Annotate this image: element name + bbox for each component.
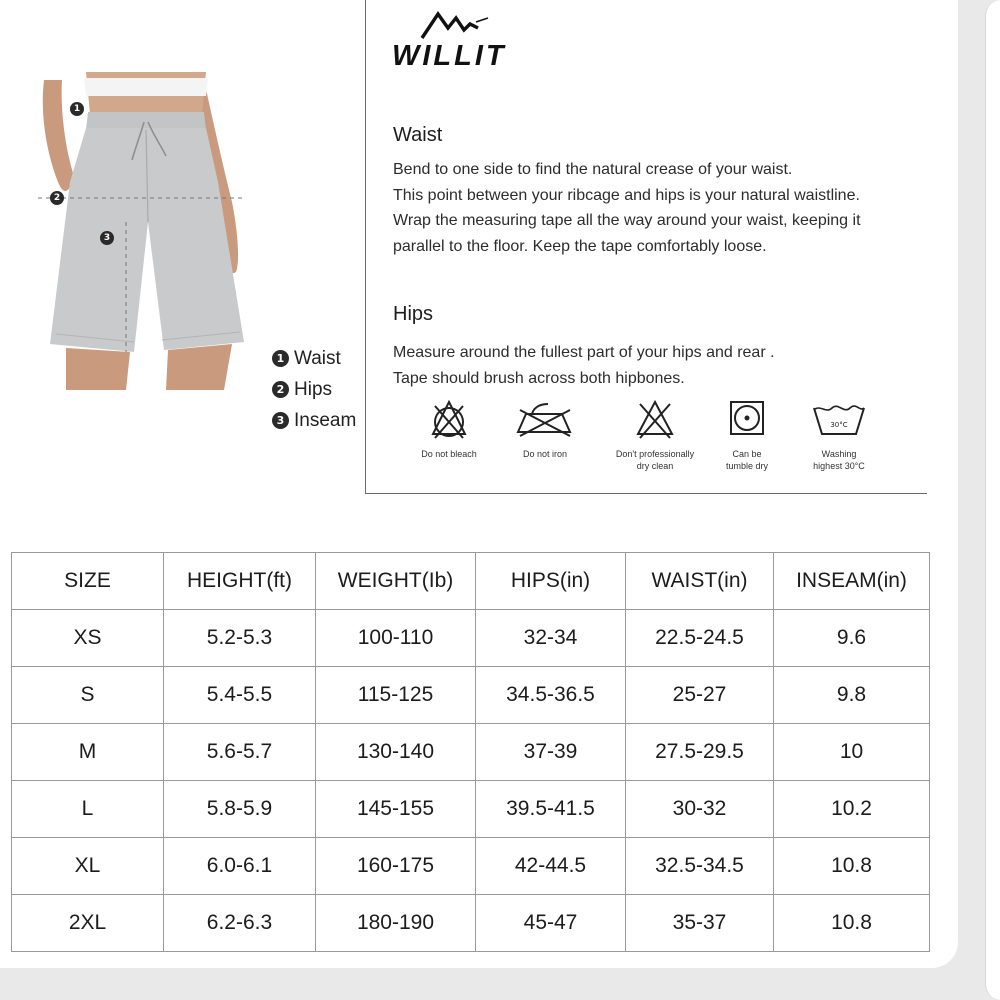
table-row xyxy=(12,610,930,667)
care-label-line: Don't professionally xyxy=(615,449,695,459)
measurement-legend xyxy=(272,343,356,436)
cell-inseam: 10.8 xyxy=(774,895,930,952)
cell-inseam: 9.8 xyxy=(774,667,930,724)
cell-waist: 27.5-29.5 xyxy=(626,724,774,781)
hips-title: Hips xyxy=(393,303,434,325)
cell-weight: 180-190 xyxy=(316,895,476,952)
hips-line: Measure around the fullest part of your hips and rear . xyxy=(393,344,775,361)
waist-marker: 1 xyxy=(70,102,84,116)
table-header-row xyxy=(12,553,930,610)
cell-height: 5.4-5.5 xyxy=(164,667,316,724)
cell-weight: 100-110 xyxy=(316,610,476,667)
cell-height: 6.2-6.3 xyxy=(164,895,316,952)
waist-line: This point between your ribcage and hips is your natural waistline. xyxy=(393,186,860,204)
tumble-dry-icon xyxy=(727,398,767,440)
care-item-dry-clean xyxy=(605,398,705,472)
header-hips: HIPS(in) xyxy=(476,553,626,610)
cell-weight: 115-125 xyxy=(316,667,476,724)
cell-hips: 42-44.5 xyxy=(476,838,626,895)
inseam-marker: 3 xyxy=(100,231,114,245)
cell-size: S xyxy=(12,667,164,724)
table-row xyxy=(12,724,930,781)
care-label xyxy=(715,448,779,472)
waist-title: Waist xyxy=(393,124,443,146)
table-row xyxy=(12,667,930,724)
legend-label: Inseam xyxy=(294,409,357,431)
care-item-tumble-dry xyxy=(715,398,779,472)
cell-waist: 25-27 xyxy=(626,667,774,724)
cell-size: XL xyxy=(12,838,164,895)
wash-temperature: 30°C xyxy=(830,421,848,429)
care-label: Do not iron xyxy=(522,449,568,459)
legend-label: Hips xyxy=(294,378,333,400)
cell-size: M xyxy=(12,724,164,781)
do-not-dry-clean-icon xyxy=(634,398,676,440)
care-label-line: Can be xyxy=(732,449,762,459)
cell-inseam: 10 xyxy=(774,724,930,781)
waist-line: parallel to the floor. Keep the tape comfortably loose. xyxy=(393,237,767,255)
washing-30c-icon xyxy=(810,398,868,440)
care-label xyxy=(800,448,878,472)
cell-size: 2XL xyxy=(12,895,164,952)
waist-line: Wrap the measuring tape all the way around your waist, keeping it xyxy=(393,212,861,229)
legend-item-inseam xyxy=(272,405,356,436)
care-label-line: tumble dry xyxy=(725,461,769,471)
header-inseam: INSEAM(in) xyxy=(774,553,930,610)
care-item-washing xyxy=(800,398,878,472)
cell-weight: 145-155 xyxy=(316,781,476,838)
hips-line: Tape should brush across both hipbones. xyxy=(393,369,685,387)
care-label xyxy=(605,448,705,472)
legend-number: 2 xyxy=(272,381,289,398)
shorts-model-illustration xyxy=(36,72,266,390)
cell-weight: 160-175 xyxy=(316,838,476,895)
legend-label: Waist xyxy=(294,347,341,369)
brand-name: WILLIT xyxy=(392,40,507,72)
legend-item-waist xyxy=(272,343,356,374)
do-not-bleach-icon xyxy=(429,398,469,440)
legend-item-hips xyxy=(272,374,356,405)
header-waist: WAIST(in) xyxy=(626,553,774,610)
care-label: Do not bleach xyxy=(421,449,477,459)
care-label-line: highest 30°C xyxy=(813,461,865,471)
next-card-edge xyxy=(985,0,1000,1000)
size-chart-table xyxy=(11,552,930,952)
cell-height: 6.0-6.1 xyxy=(164,838,316,895)
waist-line: Bend to one side to find the natural crease of your waist. xyxy=(393,161,793,178)
cell-waist: 32.5-34.5 xyxy=(626,838,774,895)
cell-hips: 34.5-36.5 xyxy=(476,667,626,724)
header-height: HEIGHT(ft) xyxy=(164,553,316,610)
cell-inseam: 9.6 xyxy=(774,610,930,667)
header-weight: WEIGHT(Ib) xyxy=(316,553,476,610)
cell-waist: 22.5-24.5 xyxy=(626,610,774,667)
hips-instructions xyxy=(393,340,938,391)
care-label-line: Washing xyxy=(821,449,857,459)
cell-hips: 32-34 xyxy=(476,610,626,667)
waist-instructions xyxy=(393,157,938,259)
table-row xyxy=(12,895,930,952)
cell-hips: 39.5-41.5 xyxy=(476,781,626,838)
cell-inseam: 10.2 xyxy=(774,781,930,838)
care-item-bleach xyxy=(410,398,488,460)
cell-waist: 35-37 xyxy=(626,895,774,952)
header-size: SIZE xyxy=(12,553,164,610)
hips-marker: 2 xyxy=(50,191,64,205)
cell-height: 5.8-5.9 xyxy=(164,781,316,838)
cell-waist: 30-32 xyxy=(626,781,774,838)
cell-size: L xyxy=(12,781,164,838)
panel-divider-horizontal xyxy=(365,493,927,494)
table-row xyxy=(12,781,930,838)
cell-height: 5.6-5.7 xyxy=(164,724,316,781)
care-item-iron xyxy=(507,398,583,460)
legend-number: 1 xyxy=(272,350,289,367)
cell-inseam: 10.8 xyxy=(774,838,930,895)
do-not-iron-icon xyxy=(512,398,578,440)
legend-number: 3 xyxy=(272,412,289,429)
care-label-line: dry clean xyxy=(636,461,674,471)
cell-hips: 45-47 xyxy=(476,895,626,952)
table-row xyxy=(12,838,930,895)
cell-height: 5.2-5.3 xyxy=(164,610,316,667)
cell-hips: 37-39 xyxy=(476,724,626,781)
panel-divider-vertical xyxy=(365,0,366,494)
cell-weight: 130-140 xyxy=(316,724,476,781)
cell-size: XS xyxy=(12,610,164,667)
model-figure xyxy=(36,72,266,390)
